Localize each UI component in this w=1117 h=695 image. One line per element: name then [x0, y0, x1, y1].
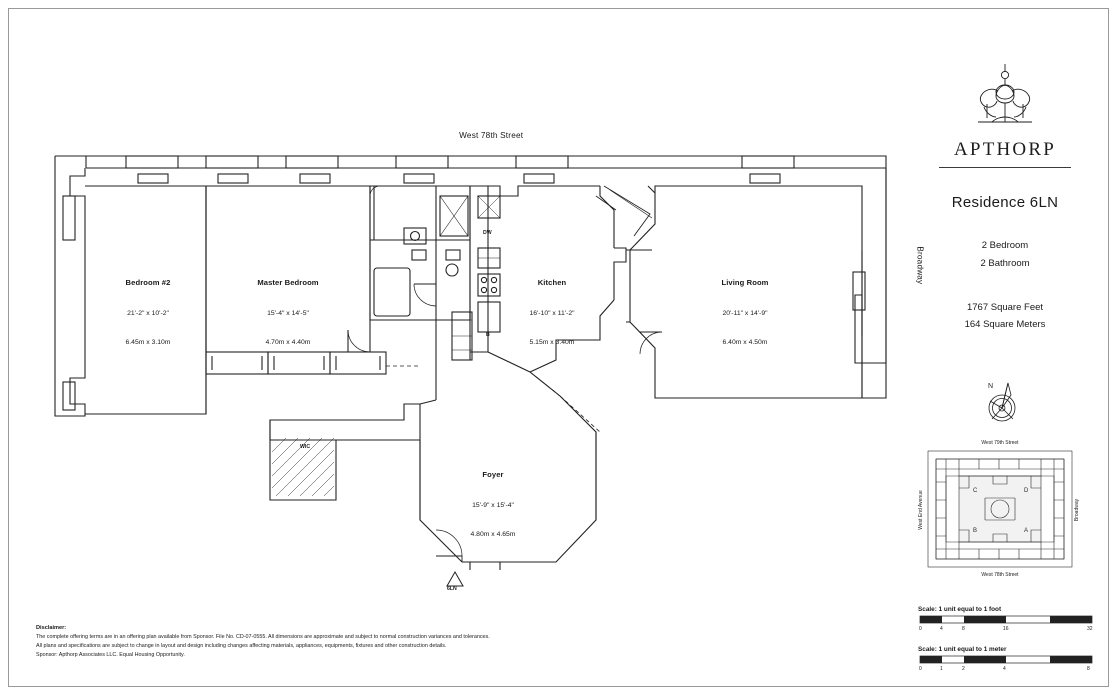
entry-marker-icon — [447, 572, 463, 586]
label-wic: WIC — [300, 444, 311, 450]
scale-meters — [918, 646, 1108, 676]
disclaimer-title: Disclaimer: — [36, 625, 67, 631]
room-master-bedroom: Master Bedroom 15'-4" x 14'-5" 4.70m x 4.40m — [257, 278, 319, 347]
key-plan — [918, 440, 1080, 578]
label-b: B — [486, 332, 490, 338]
keyplan-street-top: West 79th Street — [981, 440, 1019, 446]
scale-meters-bar — [918, 655, 1096, 671]
disclaimer-line-3: Sponsor: Apthorp Associates LLC. Equal Housing Opportunity. — [36, 651, 185, 658]
svg-text:0: 0 — [919, 626, 922, 631]
street-label-top: West 78th Street — [459, 131, 524, 141]
label-entry-unit: 6LN — [447, 586, 457, 592]
scale-feet-label: Scale: 1 unit equal to 1 foot — [918, 606, 1002, 613]
svg-text:1: 1 — [940, 666, 943, 671]
svg-text:8: 8 — [962, 626, 965, 631]
disclaimer — [36, 624, 756, 659]
room-kitchen: Kitchen 16'-10" x 11'-2" 5.15m x 3.40m — [529, 278, 575, 347]
svg-text:8: 8 — [1087, 666, 1090, 671]
keyplan-street-left: West End Avenue — [918, 490, 924, 530]
area-square-meters: 164 Square Meters — [964, 319, 1046, 331]
keyplan-diagram — [925, 448, 1075, 570]
disclaimer-line-2: All plans and specifications are subject to change in layout and design including changes affecting materials, appliances, equipments, fixtures and other construction details. — [36, 642, 447, 649]
room-bedroom-2: Bedroom #2 21'-2" x 10'-2" 6.45m x 3.10m — [125, 278, 171, 347]
residence-title: Residence 6LN — [951, 194, 1059, 211]
info-panel — [905, 60, 1105, 333]
svg-text:32: 32 — [1087, 626, 1093, 631]
disclaimer-line-1: The complete offering terms are in an offering plan available from Sponsor. File No. CD-07-0555. All dimensions are approximate and subject to normal construction variances and tolerances. — [36, 634, 490, 641]
unit-area — [905, 299, 1105, 333]
brand-name: APTHORP — [954, 139, 1056, 160]
svg-text:0: 0 — [919, 666, 922, 671]
svg-text:2: 2 — [962, 666, 965, 671]
compass-rose-icon — [975, 375, 1029, 434]
svg-text:C: C — [973, 488, 978, 494]
keyplan-street-right: Broadway — [1074, 498, 1080, 522]
area-square-feet: 1767 Square Feet — [966, 302, 1044, 314]
scale-bars — [918, 606, 1108, 686]
keyplan-street-bottom: West 78th Street — [981, 572, 1019, 578]
room-foyer: Foyer 15'-9" x 15'-4" 4.80m x 4.65m — [470, 470, 516, 539]
scale-feet-bar — [918, 615, 1096, 631]
unit-summary — [905, 237, 1105, 273]
room-living-room: Living Room 20'-11" x 14'-9" 6.40m x 4.50m — [721, 278, 769, 347]
svg-text:A: A — [1024, 528, 1029, 534]
scale-meters-label: Scale: 1 unit equal to 1 meter — [918, 646, 1007, 653]
svg-text:B: B — [973, 528, 978, 534]
apthorp-crest-icon — [905, 60, 1105, 137]
svg-text:D: D — [1024, 488, 1029, 494]
brand-divider — [939, 167, 1071, 168]
scale-feet — [918, 606, 1108, 636]
svg-text:4: 4 — [1003, 666, 1006, 671]
svg-text:4: 4 — [940, 626, 943, 631]
street-label-right: Broadway — [915, 246, 925, 285]
label-dishwasher: DW — [483, 230, 492, 236]
svg-text:16: 16 — [1003, 626, 1009, 631]
bedroom-count: 2 Bedroom — [981, 240, 1029, 251]
bathroom-count: 2 Bathroom — [980, 258, 1030, 270]
svg-text:N: N — [988, 383, 994, 390]
